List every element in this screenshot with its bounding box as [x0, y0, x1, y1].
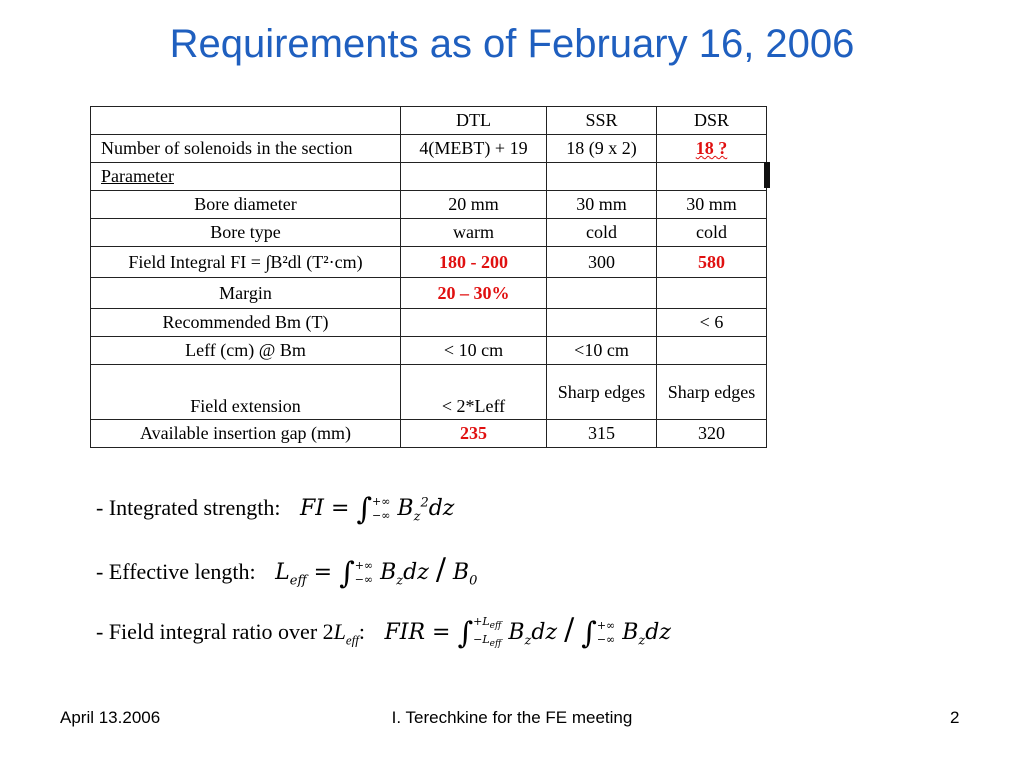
cell-dsr: cold [657, 219, 767, 247]
row-label: Bore type [91, 219, 401, 247]
slide-title: Requirements as of February 16, 2006 [169, 22, 855, 66]
cell-dsr: 580 [657, 247, 767, 278]
cell-dsr [657, 135, 767, 163]
cell-dtl: 4(MEBT) + 19 [401, 135, 547, 163]
cell-ssr: 315 [547, 420, 657, 448]
table-row [91, 135, 767, 163]
footer-author: I. Terechkine for the FE meeting [391, 708, 633, 727]
cell-dsr [657, 163, 767, 191]
cell-ssr [547, 309, 657, 337]
formula-label: - Effective length: [96, 559, 256, 584]
formula-integrated-strength [96, 492, 454, 527]
cell-dsr [657, 278, 767, 309]
header-dtl: DTL [401, 107, 547, 135]
cell-dsr: Sharp edges [657, 365, 767, 420]
table-row [91, 309, 767, 337]
cell-ssr: 300 [547, 247, 657, 278]
cell-dtl: 235 [401, 420, 547, 448]
table-row [91, 247, 767, 278]
row-label: Number of solenoids in the section [91, 135, 401, 163]
table-row [91, 191, 767, 219]
cell-dsr: 320 [657, 420, 767, 448]
table-row [91, 337, 767, 365]
cell-dtl: 20 mm [401, 191, 547, 219]
row-label: Leff (cm) @ Bm [91, 337, 401, 365]
cell-ssr: 30 mm [547, 191, 657, 219]
row-label [91, 163, 401, 191]
formula-field-integral-ratio [96, 612, 671, 651]
footer-page-number: 2 [950, 708, 960, 727]
footer-date: April 13.2006 [60, 708, 161, 727]
table-header-row [91, 107, 767, 135]
table-edge-mark [764, 162, 770, 188]
cell-ssr [547, 278, 657, 309]
cell-dtl: < 2*Leff [401, 365, 547, 420]
table-row [91, 163, 767, 191]
cell-dsr: < 6 [657, 309, 767, 337]
cell-ssr: cold [547, 219, 657, 247]
cell-dtl [401, 163, 547, 191]
requirements-table [90, 106, 767, 448]
cell-ssr: Sharp edges [547, 365, 657, 420]
formula-expression: FIR = $\int+L_{eff}$ $-L_{eff}$ $B_zdz$ / ∫+∞ −∞ $B_zdz$ [384, 612, 671, 651]
cell-dtl [401, 309, 547, 337]
cell-dtl: 180 - 200 [401, 247, 547, 278]
cell-dtl: 20 – 30% [401, 278, 547, 309]
parameter-heading: Parameter [101, 166, 174, 186]
cell-dsr [657, 337, 767, 365]
row-label: Margin [91, 278, 401, 309]
formula-label: - Integrated strength: [96, 495, 281, 520]
table-row [91, 365, 767, 420]
header-dsr: DSR [657, 107, 767, 135]
table-row [91, 420, 767, 448]
formula-effective-length [96, 552, 477, 591]
cell-dsr: 30 mm [657, 191, 767, 219]
header-ssr: SSR [547, 107, 657, 135]
formula-expression: $L_{eff}$ = ∫+∞ −∞ $B_zdz / B_0$ [275, 552, 478, 591]
dsr-count-value: 18 ? [695, 138, 728, 158]
cell-dtl: < 10 cm [401, 337, 547, 365]
row-label: Bore diameter [91, 191, 401, 219]
cell-ssr [547, 163, 657, 191]
row-label: Field Integral FI = ∫B²dl (T²·cm) [91, 247, 401, 278]
cell-ssr: 18 (9 x 2) [547, 135, 657, 163]
table-row [91, 278, 767, 309]
header-empty-cell [91, 107, 401, 135]
table-row [91, 219, 767, 247]
formula-expression: FI = ∫+∞ −∞ $B_z^2dz$ [300, 492, 455, 527]
formula-label: - Field integral ratio over $2L_{eff}$: [96, 619, 366, 648]
row-label: Available insertion gap (mm) [91, 420, 401, 448]
row-label: Recommended Bm (T) [91, 309, 401, 337]
row-label: Field extension [91, 365, 401, 420]
cell-ssr: <10 cm [547, 337, 657, 365]
cell-dtl: warm [401, 219, 547, 247]
